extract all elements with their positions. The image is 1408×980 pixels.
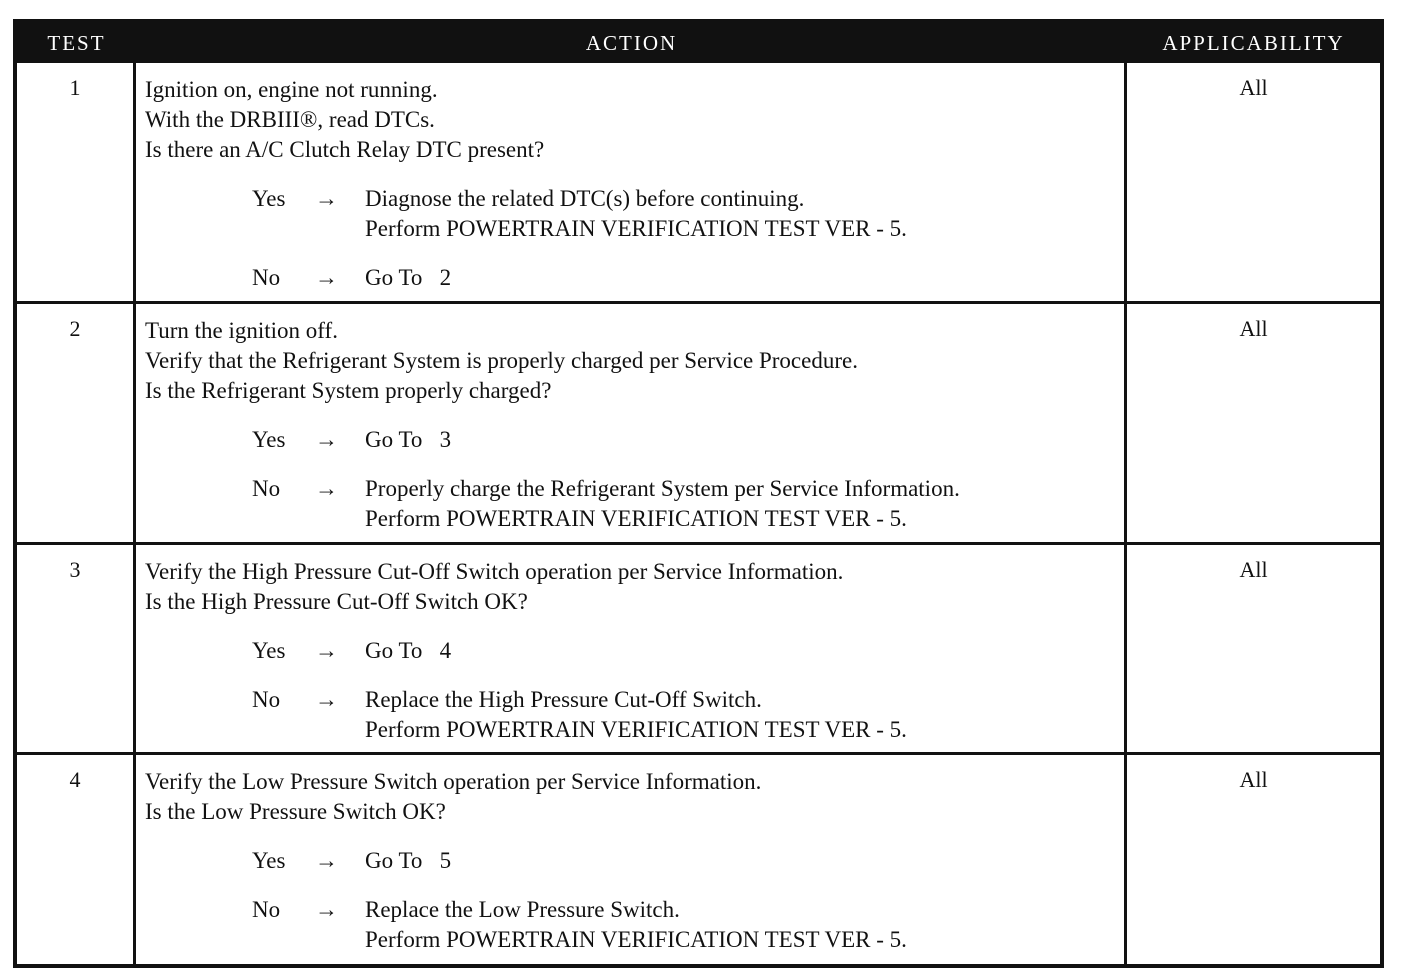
question-line: Is the High Pressure Cut-Off Switch OK?	[145, 589, 528, 614]
table-header	[17, 23, 1380, 63]
no-label: No	[252, 476, 281, 501]
header-applicability: APPLICABILITY	[1162, 31, 1345, 55]
action-cell	[136, 755, 1127, 964]
arrow-right-icon: →	[315, 897, 338, 922]
instruction-line: With the DRBIII®, read DTCs.	[145, 107, 435, 132]
action-cell	[136, 63, 1127, 301]
test-number: 1	[17, 63, 136, 301]
diagnostic-test-table	[13, 19, 1384, 968]
arrow-right-icon: →	[315, 427, 338, 452]
no-result: Properly charge the Refrigerant System per Service Information.	[365, 476, 960, 501]
instruction-line: Turn the ignition off.	[145, 318, 338, 343]
instruction-line: Verify that the Refrigerant System is properly charged per Service Procedure.	[145, 348, 858, 373]
yes-label: Yes	[252, 427, 286, 452]
table-row	[17, 63, 1380, 304]
test-number: 4	[17, 755, 136, 964]
yes-answer	[145, 184, 1124, 244]
no-result: Perform POWERTRAIN VERIFICATION TEST VER - 5.	[365, 717, 907, 742]
table-row	[17, 545, 1380, 755]
question-line: Is the Refrigerant System properly charged?	[145, 378, 552, 403]
no-answer	[145, 474, 1124, 534]
yes-result: Diagnose the related DTC(s) before continuing.	[365, 186, 805, 211]
no-result: Perform POWERTRAIN VERIFICATION TEST VER - 5.	[365, 927, 907, 952]
header-action: ACTION	[585, 31, 678, 55]
action-cell	[136, 304, 1127, 542]
no-label: No	[252, 897, 281, 922]
applicability-cell: All	[1239, 767, 1268, 792]
yes-answer	[145, 846, 1124, 876]
arrow-right-icon: →	[315, 265, 338, 290]
question-line: Is there an A/C Clutch Relay DTC present?	[145, 137, 545, 162]
arrow-right-icon: →	[315, 848, 338, 873]
yes-result: Go To 4	[365, 638, 452, 663]
no-result: Perform POWERTRAIN VERIFICATION TEST VER - 5.	[365, 506, 907, 531]
no-result: Go To 2	[365, 265, 452, 290]
yes-result: Go To 3	[365, 427, 452, 452]
arrow-right-icon: →	[315, 186, 338, 211]
test-number: 2	[17, 304, 136, 542]
no-result: Replace the Low Pressure Switch.	[365, 897, 680, 922]
no-label: No	[252, 687, 281, 712]
question-line: Is the Low Pressure Switch OK?	[145, 799, 446, 824]
table-row	[17, 755, 1380, 964]
yes-result: Go To 5	[365, 848, 452, 873]
no-answer	[145, 263, 1124, 293]
instruction-line: Ignition on, engine not running.	[145, 77, 438, 102]
action-cell	[136, 545, 1127, 752]
applicability-cell: All	[1239, 557, 1268, 582]
header-test: TEST	[47, 31, 106, 55]
instruction-line: Verify the High Pressure Cut-Off Switch operation per Service Information.	[145, 559, 844, 584]
table-row	[17, 304, 1380, 545]
yes-answer	[145, 425, 1124, 455]
arrow-right-icon: →	[315, 638, 338, 663]
applicability-cell: All	[1239, 75, 1268, 100]
yes-answer	[145, 636, 1124, 666]
test-number: 3	[17, 545, 136, 752]
no-result: Replace the High Pressure Cut-Off Switch.	[365, 687, 762, 712]
arrow-right-icon: →	[315, 476, 338, 501]
no-answer	[145, 895, 1124, 955]
instruction-line: Verify the Low Pressure Switch operation per Service Information.	[145, 769, 762, 794]
yes-label: Yes	[252, 638, 286, 663]
no-answer	[145, 685, 1124, 745]
arrow-right-icon: →	[315, 687, 338, 712]
yes-label: Yes	[252, 848, 286, 873]
applicability-cell: All	[1239, 316, 1268, 341]
yes-result: Perform POWERTRAIN VERIFICATION TEST VER - 5.	[365, 216, 907, 241]
yes-label: Yes	[252, 186, 286, 211]
no-label: No	[252, 265, 281, 290]
